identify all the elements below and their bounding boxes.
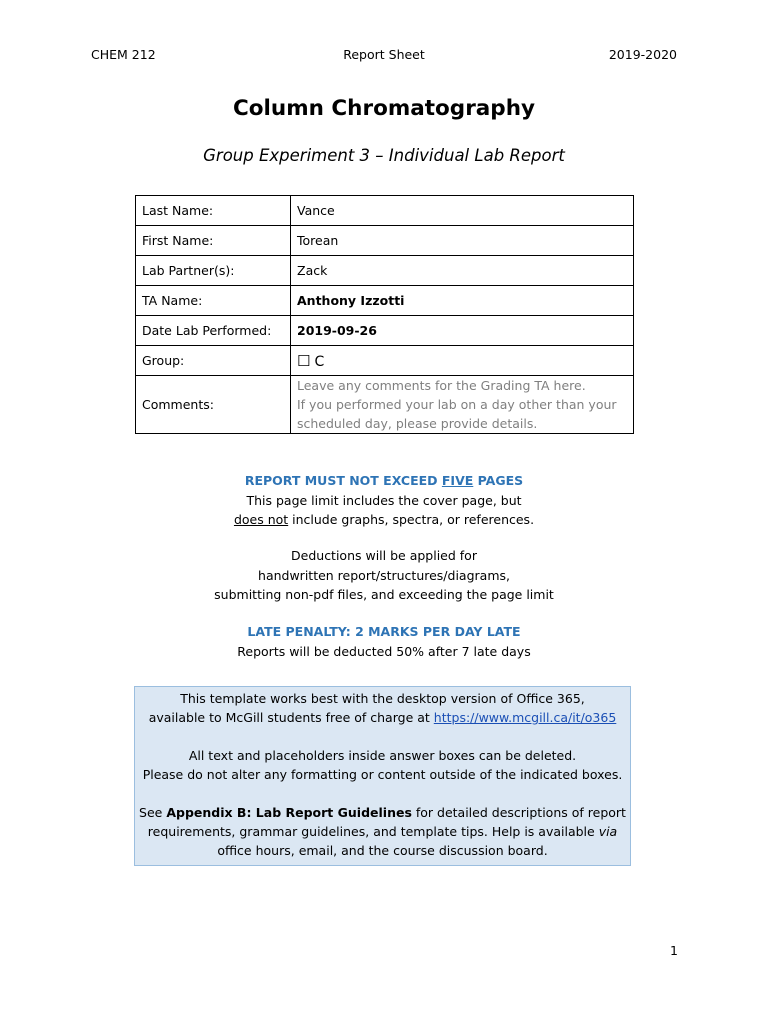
deductions-line: Deductions will be applied for xyxy=(291,548,477,563)
office365-link[interactable]: https://www.mcgill.ca/it/o365 xyxy=(433,710,617,725)
page-limit-heading-prefix: REPORT MUST NOT EXCEED xyxy=(244,473,442,488)
template-notice-box xyxy=(134,686,631,866)
notice-line: Please do not alter any formatting or content outside of the indicated boxes. xyxy=(142,767,623,782)
appendix-reference: Appendix B: Lab Report Guidelines xyxy=(166,805,412,820)
last-name-field[interactable]: Vance xyxy=(291,196,634,226)
deductions-section xyxy=(0,546,768,605)
page-limit-rest: include graphs, spectra, or references. xyxy=(288,512,535,527)
first-name-field[interactable]: Torean xyxy=(291,226,634,256)
notice-line: This template works best with the desktop version of Office 365, xyxy=(180,691,585,706)
notice-line: All text and placeholders inside answer boxes can be deleted. xyxy=(188,748,577,763)
notice-italic: via xyxy=(598,824,618,839)
table-row xyxy=(136,226,634,256)
page-limit-heading xyxy=(0,471,768,491)
group-label: Group: xyxy=(136,346,291,376)
date-performed-field[interactable]: 2019-09-26 xyxy=(291,316,634,346)
checkbox-icon[interactable]: ☐ xyxy=(297,351,311,370)
comments-placeholder-line: If you performed your lab on a day other than your xyxy=(297,397,617,412)
student-info-table xyxy=(135,195,634,434)
late-penalty-line: Reports will be deducted 50% after 7 late days xyxy=(237,643,531,659)
header-year: 2019-2020 xyxy=(608,47,677,62)
group-field[interactable] xyxy=(291,346,634,376)
table-row xyxy=(136,316,634,346)
notice-text: requirements, grammar guidelines, and template tips. Help is available xyxy=(147,824,599,839)
ta-name-label: TA Name: xyxy=(136,286,291,316)
ta-name-field[interactable]: Anthony Izzotti xyxy=(291,286,634,316)
comments-placeholder-line: Leave any comments for the Grading TA here. xyxy=(297,378,586,393)
group-value: C xyxy=(314,353,325,370)
first-name-label: First Name: xyxy=(136,226,291,256)
page-title: Column Chromatography xyxy=(232,96,536,121)
table-row xyxy=(136,196,634,226)
table-row xyxy=(136,346,634,376)
page-limit-heading-emph: FIVE xyxy=(441,473,474,488)
notice-text: See xyxy=(139,805,167,820)
notice-text: for detailed descriptions of report xyxy=(411,805,626,820)
table-row xyxy=(136,286,634,316)
table-row xyxy=(136,256,634,286)
notice-line xyxy=(135,822,630,841)
comments-placeholder-line: scheduled day, please provide details. xyxy=(297,416,538,431)
comments-field[interactable] xyxy=(291,376,634,434)
notice-line xyxy=(135,708,630,727)
page-number: 1 xyxy=(670,943,678,958)
page-limit-line xyxy=(0,510,768,530)
late-penalty-heading: LATE PENALTY: 2 MARKS PER DAY LATE xyxy=(247,624,521,639)
header-sheet: Report Sheet xyxy=(343,47,425,62)
lab-partner-label: Lab Partner(s): xyxy=(136,256,291,286)
comments-label: Comments: xyxy=(136,376,291,434)
page-limit-line: This page limit includes the cover page, but xyxy=(246,492,522,508)
page-limit-section xyxy=(0,471,768,530)
notice-line xyxy=(135,803,630,822)
deductions-line: submitting non-pdf files, and exceeding the page limit xyxy=(214,587,554,602)
page-limit-emph: does not xyxy=(233,512,289,527)
deductions-line: handwritten report/structures/diagrams, xyxy=(258,567,510,583)
lab-partner-field[interactable]: Zack xyxy=(291,256,634,286)
page-limit-heading-suffix: PAGES xyxy=(473,473,524,488)
last-name-label: Last Name: xyxy=(136,196,291,226)
header-course: CHEM 212 xyxy=(91,47,156,62)
table-row xyxy=(136,376,634,434)
notice-text: available to McGill students free of charge at xyxy=(148,710,434,725)
late-penalty-section xyxy=(0,622,768,661)
page-subtitle: Group Experiment 3 – Individual Lab Report xyxy=(203,146,565,165)
date-performed-label: Date Lab Performed: xyxy=(136,316,291,346)
notice-line: office hours, email, and the course discussion board. xyxy=(217,843,548,858)
